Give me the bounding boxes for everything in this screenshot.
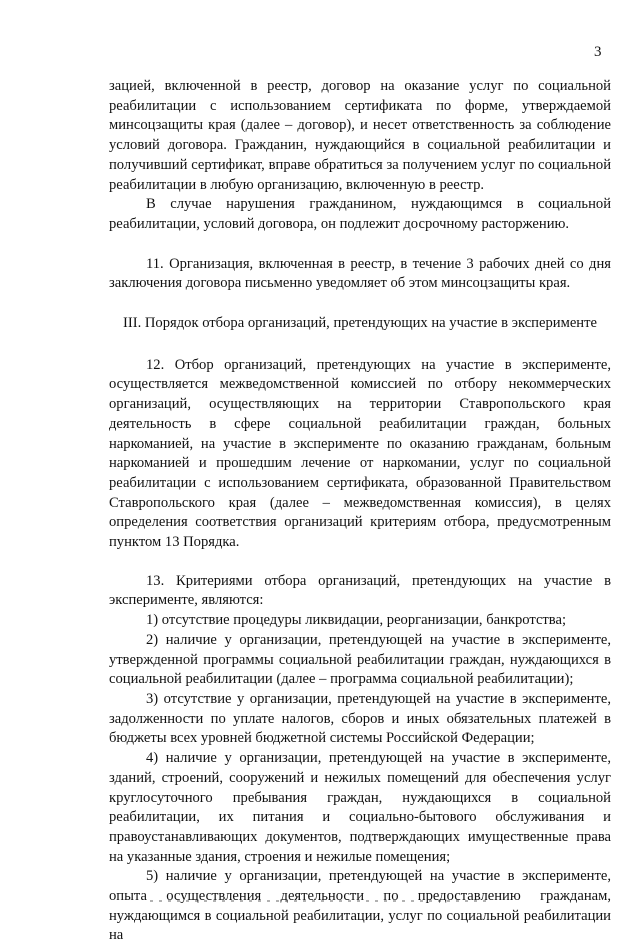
page-number: 3: [594, 44, 602, 60]
section-heading: III. Порядок отбора организаций, претендующих на участие в эксперименте: [123, 315, 597, 332]
criteria-item: 5) наличие у организации, претендующей на участие в эксперименте, опыта осуществления деятельности по предоставлению гражданам, нуждающимся в социальной реабилитации, услуг по социальной реабилитации на: [109, 868, 611, 944]
criteria-item: 4) наличие у организации, претендующей на участие в эксперименте, зданий, строений, сооружений и нежилых помещений для обеспечения услуг круглосуточного пребывания граждан, нуждающихся в социальной реабилитации, их питания и социально-бытового обслуживания и правоустанавливающих документов, подтверждающих имущественные права на указанные здания, строения и нежилые помещения;: [109, 750, 611, 865]
criteria-item: 3) отсутствие у организации, претендующей на участие в эксперименте, задолженности по уплате налогов, сборов и иных обязательных платежей в бюджеты всех уровней бюджетной системы Российской Федерации;: [109, 690, 611, 747]
paragraph-continuation: зацией, включенной в реестр, договор на оказание услуг по социальной реабилитации с использованием сертификата по форме, утверждаемой минсоцзащиты края (далее – договор), и несет ответственность за соблюдение условий договора. Гражданин, нуждающийся в социальной реабилитации и получивший сертификат, вправе обратиться за получением услуг по социальной реабилитации в любую организацию, включенную в реестр.: [109, 78, 611, 193]
paragraph-13: 13. Критериями отбора организаций, претендующих на участие в эксперименте, являются:: [109, 572, 611, 609]
scan-artifact-line: [150, 900, 490, 902]
criteria-item: 1) отсутствие процедуры ликвидации, реорганизации, банкротства;: [146, 612, 567, 629]
paragraph-contract-violation: В случае нарушения гражданином, нуждающимся в социальной реабилитации, условий договора, он подлежит досрочному расторжению.: [109, 196, 611, 232]
paragraph-11: 11. Организация, включенная в реестр, в течение 3 рабочих дней со дня заключения договора письменно уведомляет об этом минсоцзащиты края.: [109, 255, 611, 292]
criteria-item: 2) наличие у организации, претендующей на участие в эксперименте, утвержденной программы социальной реабилитации граждан, нуждающихся в социальной реабилитации (далее – программа социальной реабилитации);: [109, 631, 611, 688]
paragraph-12: 12. Отбор организаций, претендующих на участие в эксперименте, осуществляется межведомственной комиссией по отбору некоммерческих организаций, осуществляющих на территории Ставропольского края деятельность в сфере социальной реабилитации граждан, больных наркоманией, на участие в эксперименте по оказанию гражданам, больным наркоманией и прошедшим лечение от наркомании, услуг по социальной реабилитации с использованием сертификата, образованной Правительством Ставропольского края (далее – межведомственная комиссия), в целях определения соответствия организаций критериям отбора, предусмотренным пунктом 13 Порядка.: [109, 356, 611, 551]
document-body: [109, 77, 611, 946]
